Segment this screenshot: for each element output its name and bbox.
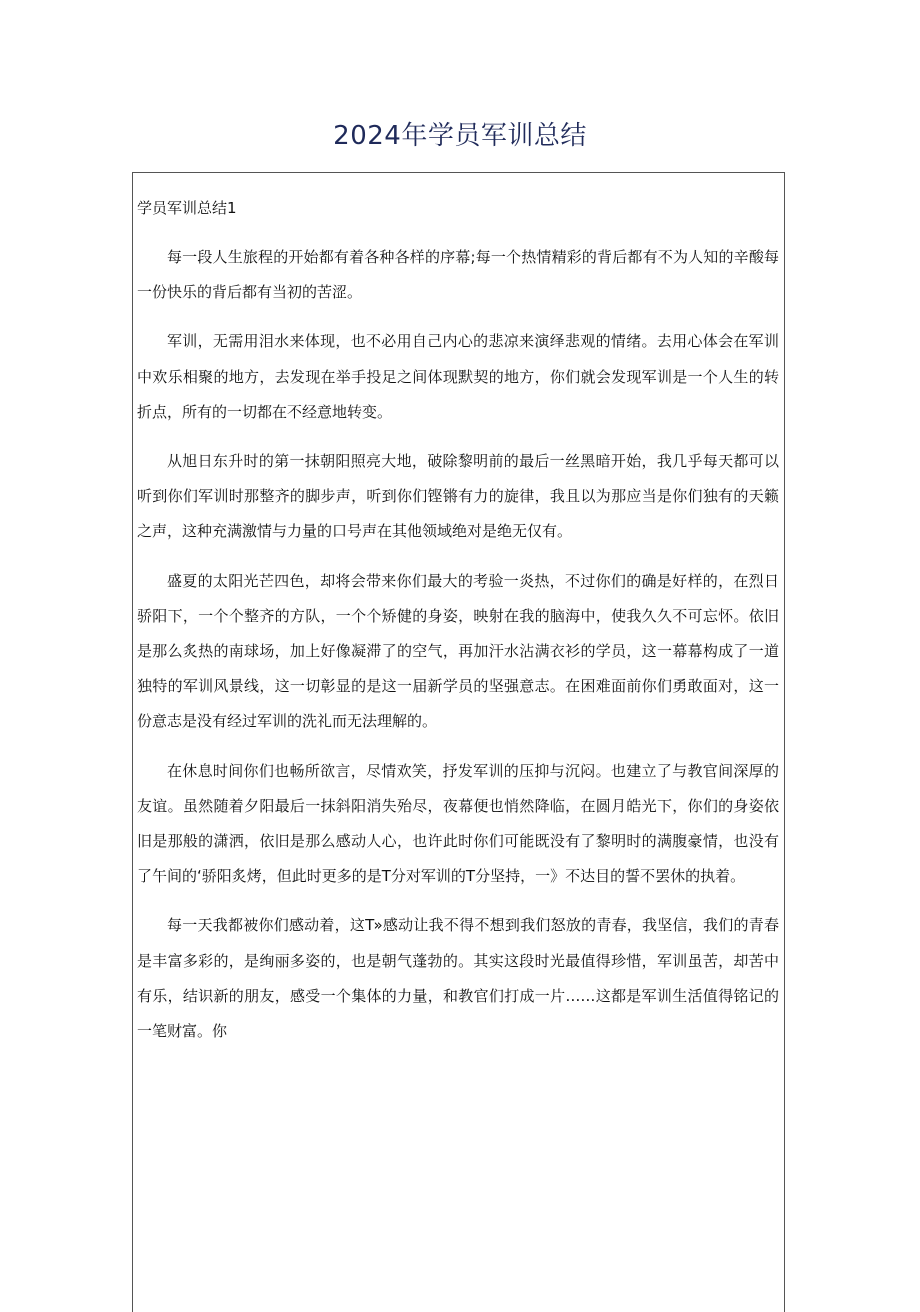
paragraph-6: 每一天我都被你们感动着，这T»感动让我不得不想到我们怒放的青春，我坚信，我们的青春是丰富多彩的，是绚丽多姿的，也是朝气蓬勃的。其实这段时光最值得珍惜，军训虽苦，却苦中有乐，结识新的朋友，感受一个集体的力量，和教官们打成一片……这都是军训生活值得铭记的一笔财富。你 [137,916,779,1041]
paragraph-4: 盛夏的太阳光芒四色，却将会带来你们最大的考验一炎热，不过你们的确是好样的，在烈日骄阳下，一个个整齐的方队，一个个矫健的身姿，映射在我的脑海中，使我久久不可忘怀。依旧是那么炙热的南球场，加上好像凝滞了的空气，再加汗水沾满衣衫的学员，这一幕幕构成了一道独特的军训风景线，这一切彰显的是这一届新学员的坚强意志。在困难面前你们勇敢面对，这一份意志是没有经过军训的洗礼而无法理解的。 [137,571,779,731]
paragraph-2: 军训，无需用泪水来体现，也不必用自己内心的悲凉来演绎悲观的情绪。去用心体会在军训中欢乐相聚的地方，去发现在举手投足之间体现默契的地方，你们就会发现军训是一个人生的转折点，所有的一切都在不经意地转变。 [137,332,779,421]
paragraph-3: 从旭日东升时的第一抹朝阳照亮大地，破除黎明前的最后一丝黑暗开始，我几乎每天都可以听到你们军训时那整齐的脚步声，听到你们铿锵有力的旋律，我且以为那应当是你们独有的天籁之声，这种充满激情与力量的口号声在其他领域绝对是绝无仅有。 [137,452,779,541]
paragraph-1: 每一段人生旅程的开始都有着各种各样的序幕;每一个热情精彩的背后都有不为人知的辛酸每一份快乐的背后都有当初的苦涩。 [137,248,779,302]
document-body [137,191,779,1063]
paragraph-5: 在休息时间你们也畅所欲言，尽情欢笑，抒发军训的压抑与沉闷。也建立了与教官间深厚的友谊。虽然随着夕阳最后一抹斜阳消失殆尽，夜幕便也悄然降临，在圆月皓光下，你们的身姿依旧是那般的潇洒，依旧是那么感动人心，也许此时你们可能既没有了黎明时的满腹豪情，也没有了午间的‘骄阳炙烤，但此时更多的是T分对军训的T分坚持，一》不达目的誓不罢休的执着。 [137,761,779,886]
document-title: 2024年学员军训总结 [333,121,587,151]
section-heading: 学员军训总结1 [137,199,237,217]
